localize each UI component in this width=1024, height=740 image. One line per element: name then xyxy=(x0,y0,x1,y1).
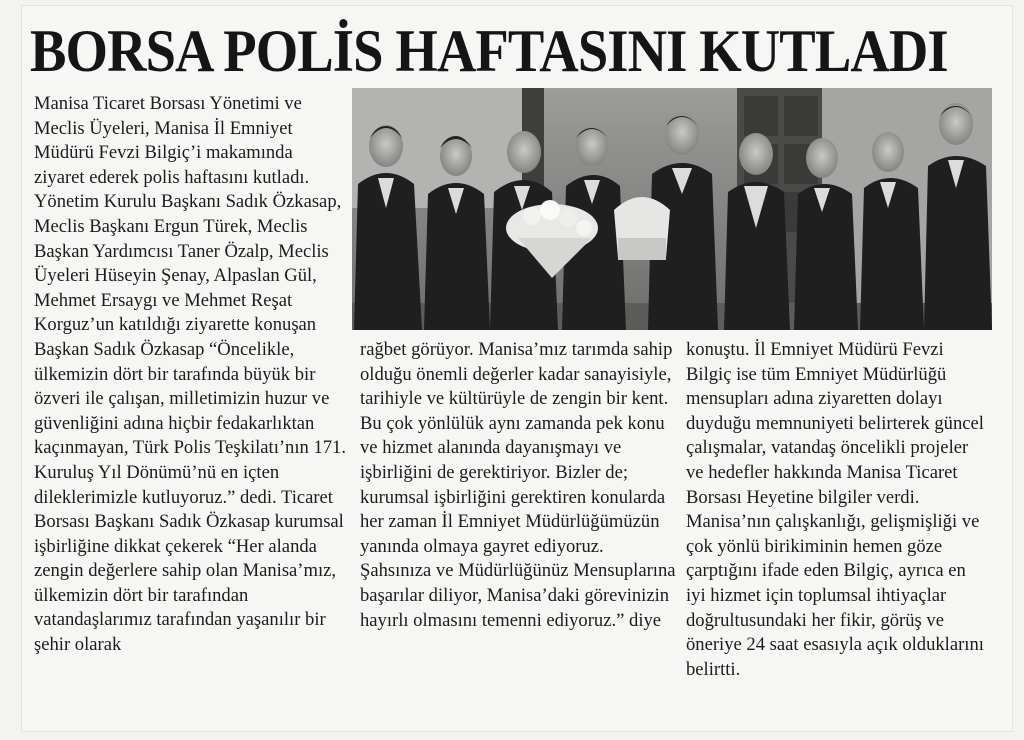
article-column-3 xyxy=(686,338,990,682)
group-photo xyxy=(352,88,992,330)
column-1-text: Manisa Ticaret Borsası Yönetimi ve Meclis Üyeleri, Manisa İl Emniyet Müdürü Fevzi Bilgiç’i makamında ziyaret ederek polis haftasını kutladı. Yönetim Kurulu Başkanı Sadık Özkasap, Meclis Başkanı Ergun Türek, Meclis Başkan Yardımcısı Taner Özalp, Meclis Üyeleri Hüseyin Şenay, Alpaslan Gül, Mehmet Ersaygı ve Mehmet Reşat Korguz’un katıldığı ziyarette konuşan Başkan Sadık Özkasap “Öncelikle, ülkemizin dört bir tarafında büyük bir özveri ile çalışan, milletimizin huzur ve güvenliğini adına hiçbir fedakarlıktan kaçınmayan, Türk Polis Teşkilatı’nın 171. Kuruluş Yıl Dönümü’nü en içten dileklerimizle kutluyoruz.” dedi. Ticaret Borsası Başkanı Sadık Özkasap kurumsal işbirliğine dikkat çekerek “Her alanda zengin değerlere sahip olan Manisa’mız, ülkemizin dört bir tarafından vatandaşlarımız tarafından yaşanılır bir şehir olarak xyxy=(34,93,346,656)
article-column-1 xyxy=(34,92,346,658)
column-2-text: rağbet görüyor. Manisa’mız tarımda sahip olduğu önemli değerler kadar sanayisiyle, tarihiyle ve kültürüyle de zengin bir kent. Bu çok yönlülük aynı zamanda pek konu ve hizmet alanında dayanışmayı ve işbirliğini de gerektiriyor. Bizler de; kurumsal işbirliğini gerektiren konularda her zaman İl Emniyet Müdürlüğümüzün yanında olmaya gayret ediyoruz. Şahsınıza ve Müdürlüğünüz Mensuplarına başarılar diliyor, Manisa’daki görevinizin hayırlı olmasını temenni ediyoruz.” diye xyxy=(360,339,676,631)
headline: BORSA POLİS HAFTASINI KUTLADI xyxy=(30,18,948,84)
article-column-2 xyxy=(360,338,676,633)
column-3-text: konuştu. İl Emniyet Müdürü Fevzi Bilgiç ise tüm Emniyet Müdürlüğü mensupları adına ziyaretten dolayı duyduğu memnuniyeti belirterek güncel çalışmalar, vatandaş öncelikli projeler ve hedefler hakkında Manisa Ticaret Borsası Heyetine bilgiler verdi. Manisa’nın çalışkanlığı, gelişmişliği ve çok yönlü birikiminin hemen göze çarptığını ifade eden Bilgiç, ayrıca en iyi hizmet için toplumsal ihtiyaçlar doğrultusundaki her fikir, görüş ve öneriye 24 saat esasıyla açık olduklarını belirtti. xyxy=(686,339,984,680)
group-photo-illustration xyxy=(352,88,992,330)
